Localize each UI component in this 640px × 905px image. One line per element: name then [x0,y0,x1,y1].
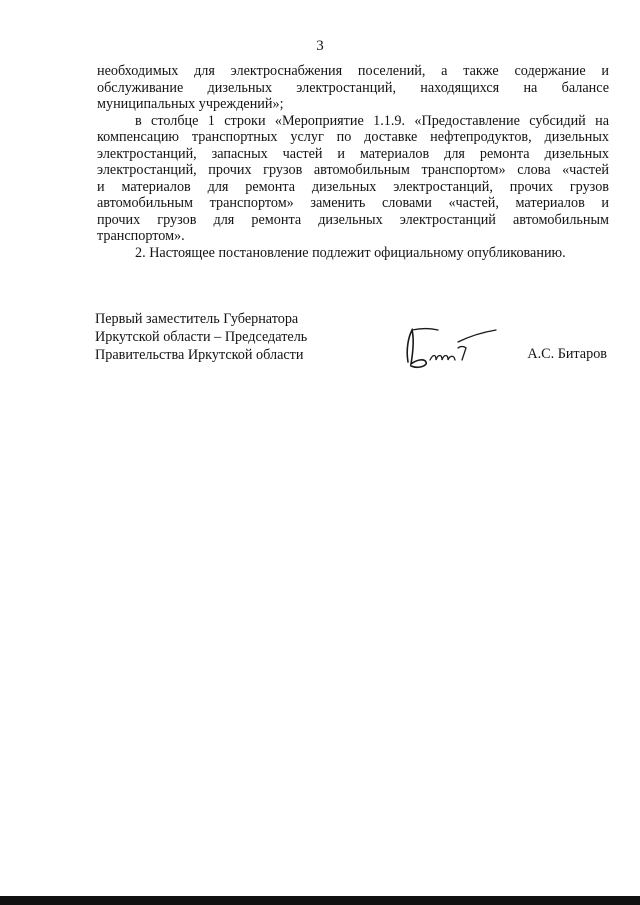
text-line: в столбце 1 строки «Мероприятие 1.1.9. «Предоставление субсидий на [135,112,609,129]
text-line: обслуживание дизельных электростанций, находящихся на балансе [97,79,609,96]
text-line: муниципальных учреждений»; [97,96,284,112]
handwritten-signature [400,322,500,372]
text-line: компенсацию транспортных услуг по доставке нефтепродуктов, дизельных [97,129,609,145]
page-number: 3 [316,38,324,54]
text-line: электростанций, запасных частей и материалов для ремонта дизельных [97,145,609,162]
signer-title-block [95,310,307,364]
signer-name: А.С. Битаров [527,346,607,362]
signer-title-line: Правительства Иркутской области [95,347,304,363]
document-body [97,63,609,261]
paragraph-2 [97,113,609,245]
paragraph-1 [97,63,609,113]
signer-title-line: Иркутской области – Председатель [95,329,308,345]
text-line: и материалов для ремонта дизельных электростанций, прочих грузов [97,178,609,195]
signer-title-line: Первый заместитель Губернатора [95,311,299,327]
text-line: автомобильным транспортом» заменить словами «частей, материалов и [97,195,609,211]
scan-bottom-edge [0,896,640,905]
text-line: электростанций, прочих грузов автомобильным транспортом» слова «частей [97,162,609,178]
paragraph-3 [97,245,609,262]
text-line: необходимых для электроснабжения поселений, а также содержание и [97,63,609,79]
text-line: транспортом». [97,228,185,244]
text-line: прочих грузов для ремонта дизельных электростанций автомобильным [97,211,609,228]
text-line: 2. Настоящее постановление подлежит официальному опубликованию. [135,244,566,261]
